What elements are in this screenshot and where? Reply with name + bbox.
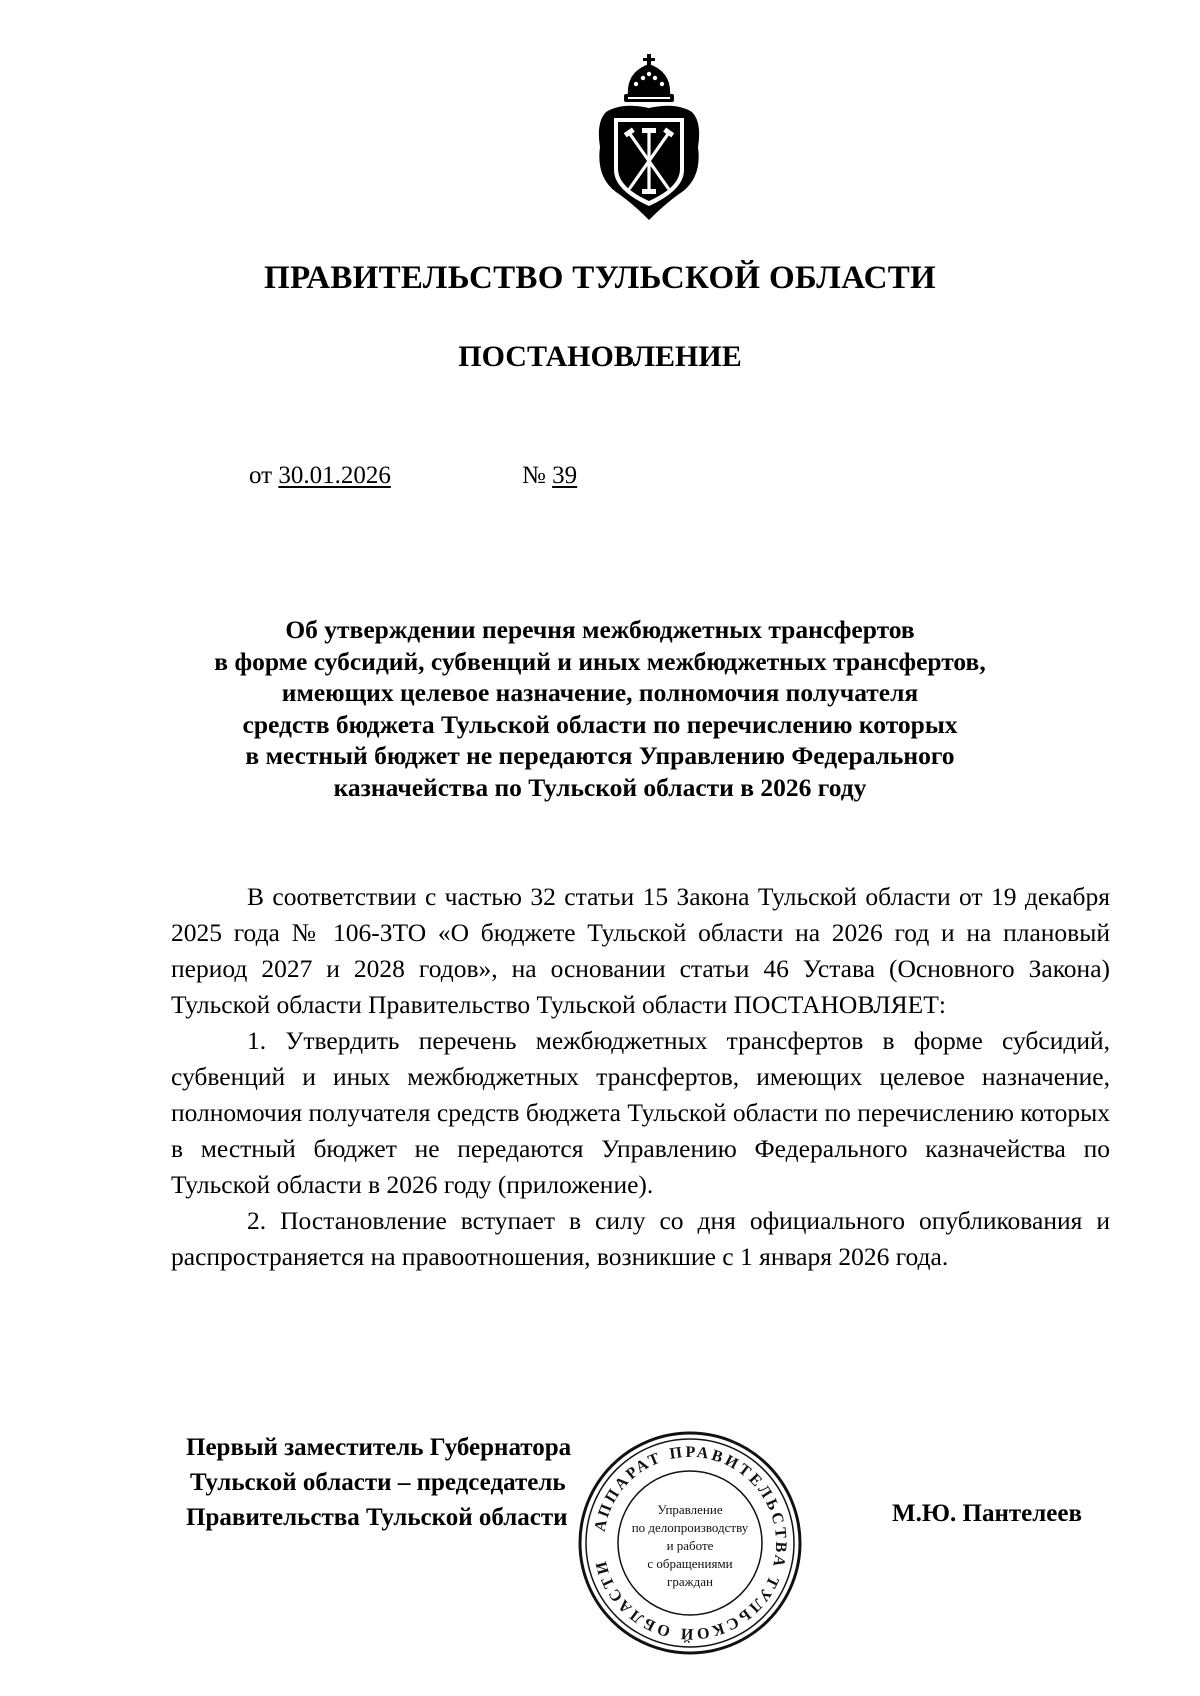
stamp-center-line: граждан xyxy=(667,1574,713,1589)
body-paragraph-item-2: 2. Постановление вступает в силу со дня официального опубликования и распространяется на правоотношения, возникшие с 1 января 2026 года. xyxy=(171,1206,1110,1271)
stamp-center-line: и работе xyxy=(666,1538,714,1553)
document-number-line xyxy=(522,462,577,490)
signatory-title-line: Первый заместитель Губернатора xyxy=(186,1434,572,1461)
date-prefix: от xyxy=(249,462,273,489)
document-number: 39 xyxy=(552,462,578,489)
body-paragraph-preamble: В соответствии с частью 32 статьи 15 Закона Тульской области от 19 декабря 2025 года № 106-ЗТО «О бюджете Тульской области на 2026 год и на плановый период 2027 и 2028 годов», на основании статьи 46 Устава (Основного Закона) Тульской области Правительство Тульской области ПОСТАНОВЛЯЕТ: xyxy=(171,882,1110,1019)
stamp-center-line: по делопроизводству xyxy=(631,1520,749,1535)
document-type: ПОСТАНОВЛЕНИЕ xyxy=(458,340,742,373)
official-stamp-icon xyxy=(575,1428,805,1658)
signatory-title-line: Тульской области – председатель xyxy=(190,1469,566,1496)
subject-line: имеющих целевое назначение, полномочия получателя xyxy=(281,678,919,707)
subject-line: в форме субсидий, субвенций и иных межбюджетных трансфертов, xyxy=(214,646,986,676)
stamp-center-line: с обращениями xyxy=(647,1556,733,1571)
stamp-ring-text: АППАРАТ ПРАВИТЕЛЬСТВА ТУЛЬСКОЙ ОБЛАСТИ xyxy=(591,1443,790,1643)
number-prefix: № xyxy=(522,462,546,489)
subject-line: Об утверждении перечня межбюджетных трансфертов xyxy=(285,615,915,644)
stamp-center-line: Управление xyxy=(657,1502,723,1517)
signatory-title xyxy=(186,1430,571,1535)
subject-line: средств бюджета Тульской области по перечислению которых xyxy=(242,709,958,739)
subject-line: казначейства по Тульской области в 2026 году xyxy=(333,772,867,802)
organization-name: ПРАВИТЕЛЬСТВО ТУЛЬСКОЙ ОБЛАСТИ xyxy=(264,260,936,296)
document-date-line xyxy=(249,462,391,490)
coat-of-arms-icon xyxy=(586,52,712,224)
signatory-title-line: Правительства Тульской области xyxy=(186,1504,568,1531)
signatory-name: М.Ю. Пантелеев xyxy=(892,1500,1082,1527)
body-paragraph-item-1: 1. Утвердить перечень межбюджетных трансфертов в форме субсидий, субвенций и иных межбюджетных трансфертов, имеющих целевое назначение, полномочия получателя средств бюджета Тульской области по перечислению которых в местный бюджет не передаются Управлению Федерального казначейства по Тульской области в 2026 году (приложение). xyxy=(171,1026,1110,1199)
document-body xyxy=(171,879,1110,1275)
document-subject xyxy=(150,614,1050,803)
document-date: 30.01.2026 xyxy=(278,462,391,489)
subject-line: в местный бюджет не передаются Управлению Федерального xyxy=(245,741,955,770)
